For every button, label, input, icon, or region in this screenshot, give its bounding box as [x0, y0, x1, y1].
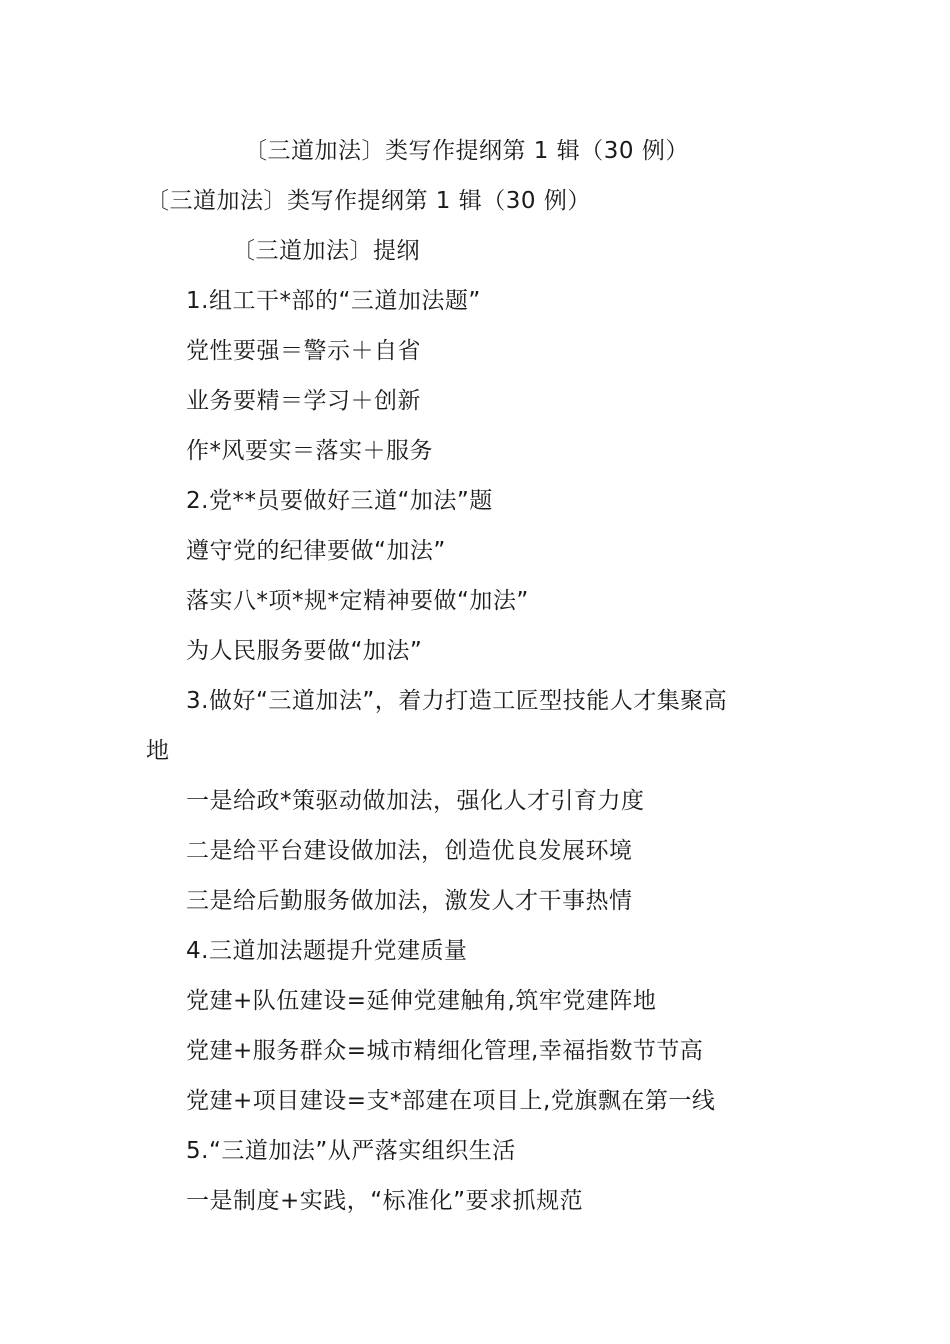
document-title: 〔三道加法〕类写作提纲第 1 辑（30 例） — [244, 138, 689, 164]
outline-heading-4: 4.三道加法题提升党建质量 — [186, 938, 468, 964]
outline-item: 业务要精＝学习＋创新 — [186, 388, 421, 414]
outline-item: 一是制度+实践，“标准化”要求抓规范 — [186, 1188, 584, 1214]
outline-item: 二是给平台建设做加法，创造优良发展环境 — [186, 838, 633, 864]
outline-item: 党建+队伍建设=延伸党建触角,筑牢党建阵地 — [186, 988, 657, 1014]
outline-item: 为人民服务要做“加法” — [186, 638, 423, 664]
outline-item: 三是给后勤服务做加法，激发人才干事热情 — [186, 888, 633, 914]
outline-heading-2: 2.党**员要做好三道“加法”题 — [186, 488, 493, 514]
section-heading: 〔三道加法〕提纲 — [232, 238, 420, 264]
outline-item: 党建+项目建设=支*部建在项目上,党旗飘在第一线 — [186, 1088, 716, 1114]
outline-item: 落实八*项*规*定精神要做“加法” — [186, 588, 529, 614]
outline-heading-3-continuation: 地 — [146, 738, 170, 764]
outline-heading-3: 3.做好“三道加法”，着力打造工匠型技能人才集聚高 — [186, 688, 728, 714]
outline-item: 作*风要实＝落实＋服务 — [186, 438, 433, 464]
outline-item: 一是给政*策驱动做加法，强化人才引育力度 — [186, 788, 645, 814]
document-subtitle: 〔三道加法〕类写作提纲第 1 辑（30 例） — [146, 188, 591, 214]
outline-item: 遵守党的纪律要做“加法” — [186, 538, 446, 564]
outline-heading-1: 1.组工干*部的“三道加法题” — [186, 288, 481, 314]
outline-item: 党建+服务群众=城市精细化管理,幸福指数节节高 — [186, 1038, 704, 1064]
outline-heading-5: 5.“三道加法”从严落实组织生活 — [186, 1138, 516, 1164]
outline-item: 党性要强＝警示＋自省 — [186, 338, 421, 364]
